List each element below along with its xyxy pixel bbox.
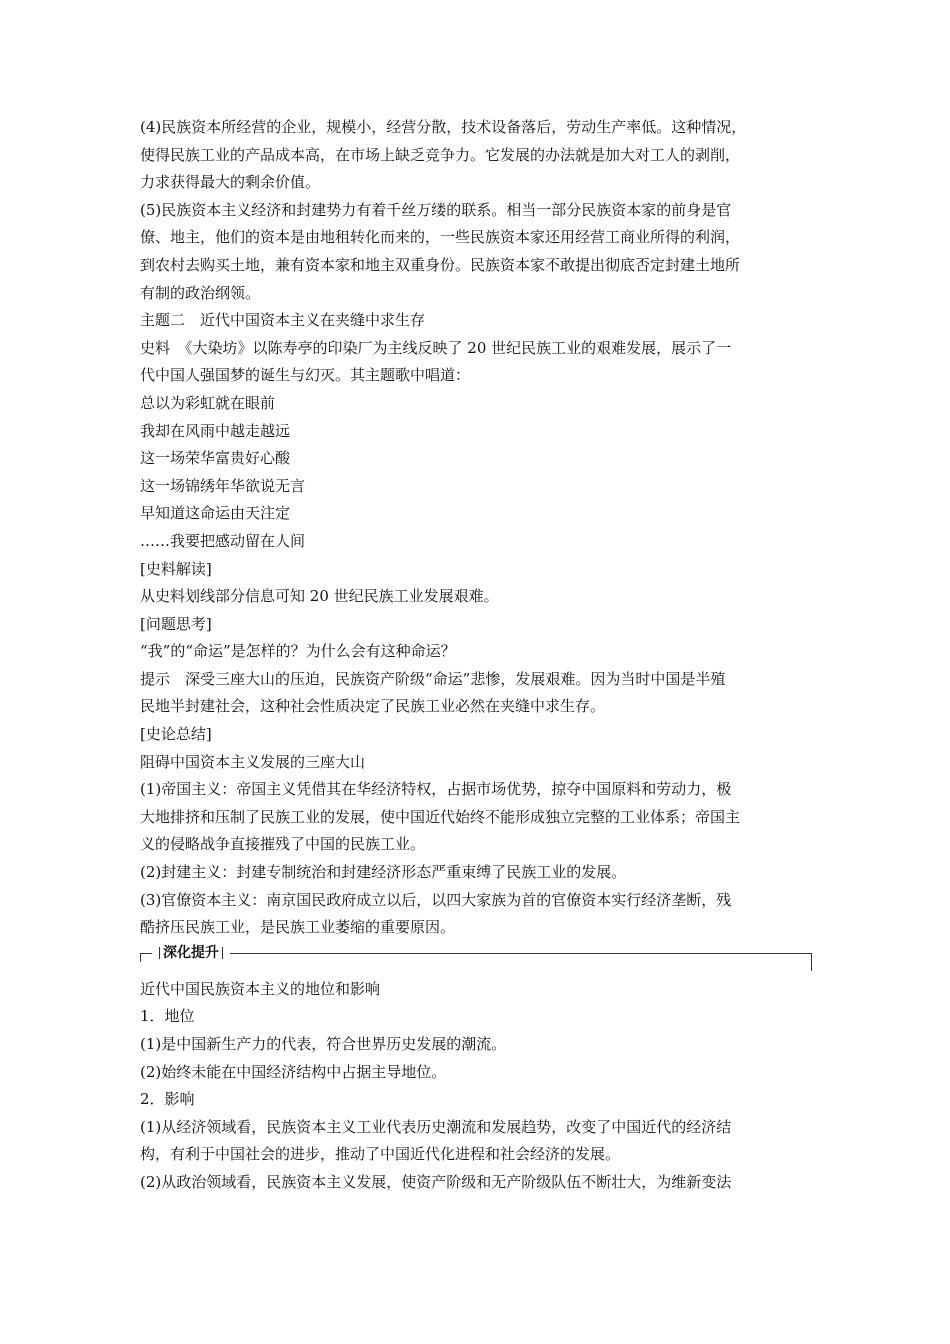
banner-label-text: 深化提升 <box>163 944 219 961</box>
text-block-2 <box>140 976 812 1197</box>
text-line: 构，有利于中国社会的进步，推动了中国近代化进程和社会经济的发展。 <box>140 1145 621 1164</box>
text-line: 主题二 近代中国资本主义在夹缝中求生存 <box>140 311 426 330</box>
text-line: 代中国人强国梦的诞生与幻灭。其主题歌中唱道： <box>140 366 471 385</box>
text-line: [史论总结] <box>140 725 212 744</box>
text-line: (5)民族资本主义经济和封建势力有着千丝万缕的联系。相当一部分民族资本家的前身是官 <box>140 200 732 219</box>
text-line: 有制的政治纲领。 <box>140 283 261 302</box>
text-line: 酷挤压民族工业，是民族工业萎缩的重要原因。 <box>140 918 456 937</box>
text-line: 这一场锦绣年华欲说无言 <box>140 476 306 495</box>
text-line: (1)是中国新生产力的代表，符合世界历史发展的潮流。 <box>140 1035 507 1053</box>
text-line: 力求获得最大的剩余价值。 <box>140 173 321 192</box>
section-banner <box>140 944 812 974</box>
text-line: “我”的“命运”是怎样的？为什么会有这种命运？ <box>140 642 456 661</box>
text-line: 阻碍中国资本主义发展的三座大山 <box>140 752 366 771</box>
text-line: 义的侵略战争直接摧残了中国的民族工业。 <box>140 835 426 854</box>
text-line: 总以为彩虹就在眼前 <box>140 393 276 412</box>
text-line: 提示 深受三座大山的压迫，民族资产阶级“命运”悲惨，发展艰难。因为当时中国是半殖 <box>140 669 726 688</box>
banner-left-cap <box>140 953 141 962</box>
text-line: 到农村去购买土地，兼有资本家和地主双重身份。民族资本家不敢提出彻底否定封建土地所 <box>140 255 741 274</box>
text-line: (3)官僚资本主义：南京国民政府成立以后，以四大家族为首的官僚资本实行经济垄断，残 <box>140 890 732 909</box>
text-line: (2)从政治领域看，民族资本主义发展，使资产阶级和无产阶级队伍不断壮大，为维新变法 <box>140 1172 732 1191</box>
text-line: 僚、地主，他们的资本是由地租转化而来的，一些民族资本家还用经营工商业所得的利润， <box>140 228 741 247</box>
text-line: 使得民族工业的产品成本高，在市场上缺乏竞争力。它发展的办法就是加大对工人的剥削， <box>140 145 741 164</box>
banner-tick-left <box>159 947 160 959</box>
banner-right-cap <box>811 953 812 971</box>
text-line: 大地排挤和压制了民族工业的发展，使中国近代始终不能形成独立完整的工业体系；帝国主 <box>140 807 741 826</box>
text-line: (2)始终未能在中国经济结构中占据主导地位。 <box>140 1062 447 1081</box>
text-line: ……我要把感动留在人间 <box>140 531 306 550</box>
text-line: 早知道这命运由天注定 <box>140 504 291 523</box>
banner-tick-right <box>222 947 223 959</box>
text-line: [问题思考] <box>140 614 212 633</box>
banner-rule <box>140 953 812 954</box>
text-line: [史料解读] <box>140 559 212 578</box>
text-line: 我却在风雨中越走越远 <box>140 421 291 440</box>
text-line: (2)封建主义：封建专制统治和封建经济形态严重束缚了民族工业的发展。 <box>140 863 627 882</box>
text-block-1 <box>140 114 812 942</box>
text-line: 近代中国民族资本主义的地位和影响 <box>140 979 381 998</box>
text-line: (1)从经济领域看，民族资本主义工业代表历史潮流和发展趋势，改变了中国近代的经济结 <box>140 1117 732 1136</box>
text-line: (1)帝国主义：帝国主义凭借其在华经济特权，占据市场优势，掠夺中国原料和劳动力，极 <box>140 780 732 799</box>
text-line: 1．地位 <box>140 1007 195 1026</box>
text-line: 史料 《大染坊》以陈寿亭的印染厂为主线反映了 20 世纪民族工业的艰难发展，展示了一 <box>140 338 732 357</box>
document-page <box>140 114 812 1197</box>
text-line: 民地半封建社会，这种社会性质决定了民族工业必然在夹缝中求生存。 <box>140 697 606 716</box>
banner-label <box>152 944 230 962</box>
text-line: (4)民族资本所经营的企业，规模小，经营分散，技术设备落后，劳动生产率低。这种情况， <box>140 118 747 136</box>
text-line: 2．影响 <box>140 1090 195 1109</box>
text-line: 从史料划线部分信息可知 20 世纪民族工业发展艰难。 <box>140 587 499 606</box>
text-line: 这一场荣华富贵好心酸 <box>140 449 291 468</box>
